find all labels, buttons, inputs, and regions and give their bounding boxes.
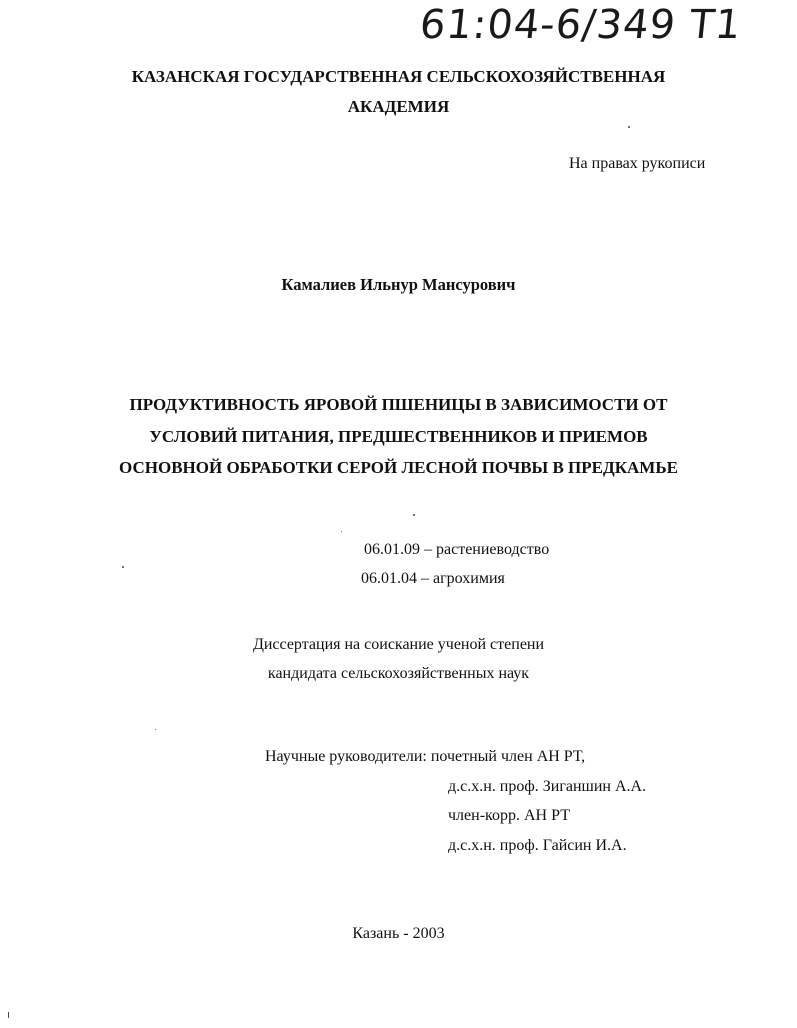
supervisor-line-2: член-корр. АН РТ <box>448 807 570 824</box>
supervisors-heading: Научные руководители: почетный член АН РТ, <box>265 748 586 765</box>
degree-line-2: кандидата сельскохозяйственных наук <box>267 665 530 682</box>
manuscript-rights-note: На правах рукописи <box>569 155 706 172</box>
supervisor-line-1: д.с.х.н. проф. Зиганшин А.А. <box>448 778 647 795</box>
scan-speck <box>628 126 630 128</box>
handwritten-archive-mark: 61:04-6/349 T1 <box>417 2 744 48</box>
title-line-2: УСЛОВИЙ ПИТАНИЯ, ПРЕДШЕСТВЕННИКОВ И ПРИЕМОВ <box>149 426 648 446</box>
scan-speck <box>8 1012 9 1018</box>
scan-speck <box>413 514 415 516</box>
institution-line-2: АКАДЕМИЯ <box>347 97 450 116</box>
scan-speck <box>341 531 342 532</box>
degree-statement <box>0 630 797 688</box>
institution-line-1: КАЗАНСКАЯ ГОСУДАРСТВЕННАЯ СЕЛЬСКОХОЗЯЙСТВЕННАЯ <box>131 67 666 86</box>
degree-line-1: Диссертация на соискание ученой степени <box>252 636 545 653</box>
dissertation-title <box>0 389 797 484</box>
title-line-1: ПРОДУКТИВНОСТЬ ЯРОВОЙ ПШЕНИЦЫ В ЗАВИСИМОСТИ ОТ <box>129 395 668 414</box>
scan-speck <box>155 729 156 730</box>
title-line-3: ОСНОВНОЙ ОБРАБОТКИ СЕРОЙ ЛЕСНОЙ ПОЧВЫ В ПРЕДКАМЬЕ <box>119 458 678 477</box>
institution-name <box>0 62 797 122</box>
supervisor-line-3: д.с.х.н. проф. Гайсин И.А. <box>448 837 627 854</box>
place-and-year: Казань - 2003 <box>352 925 445 942</box>
specialty-code-1: 06.01.09 – растениеводство <box>364 541 550 558</box>
scan-speck <box>122 566 124 568</box>
specialty-code-2: 06.01.04 – агрохимия <box>361 570 505 587</box>
author-name: Камалиев Ильнур Мансурович <box>281 275 516 294</box>
